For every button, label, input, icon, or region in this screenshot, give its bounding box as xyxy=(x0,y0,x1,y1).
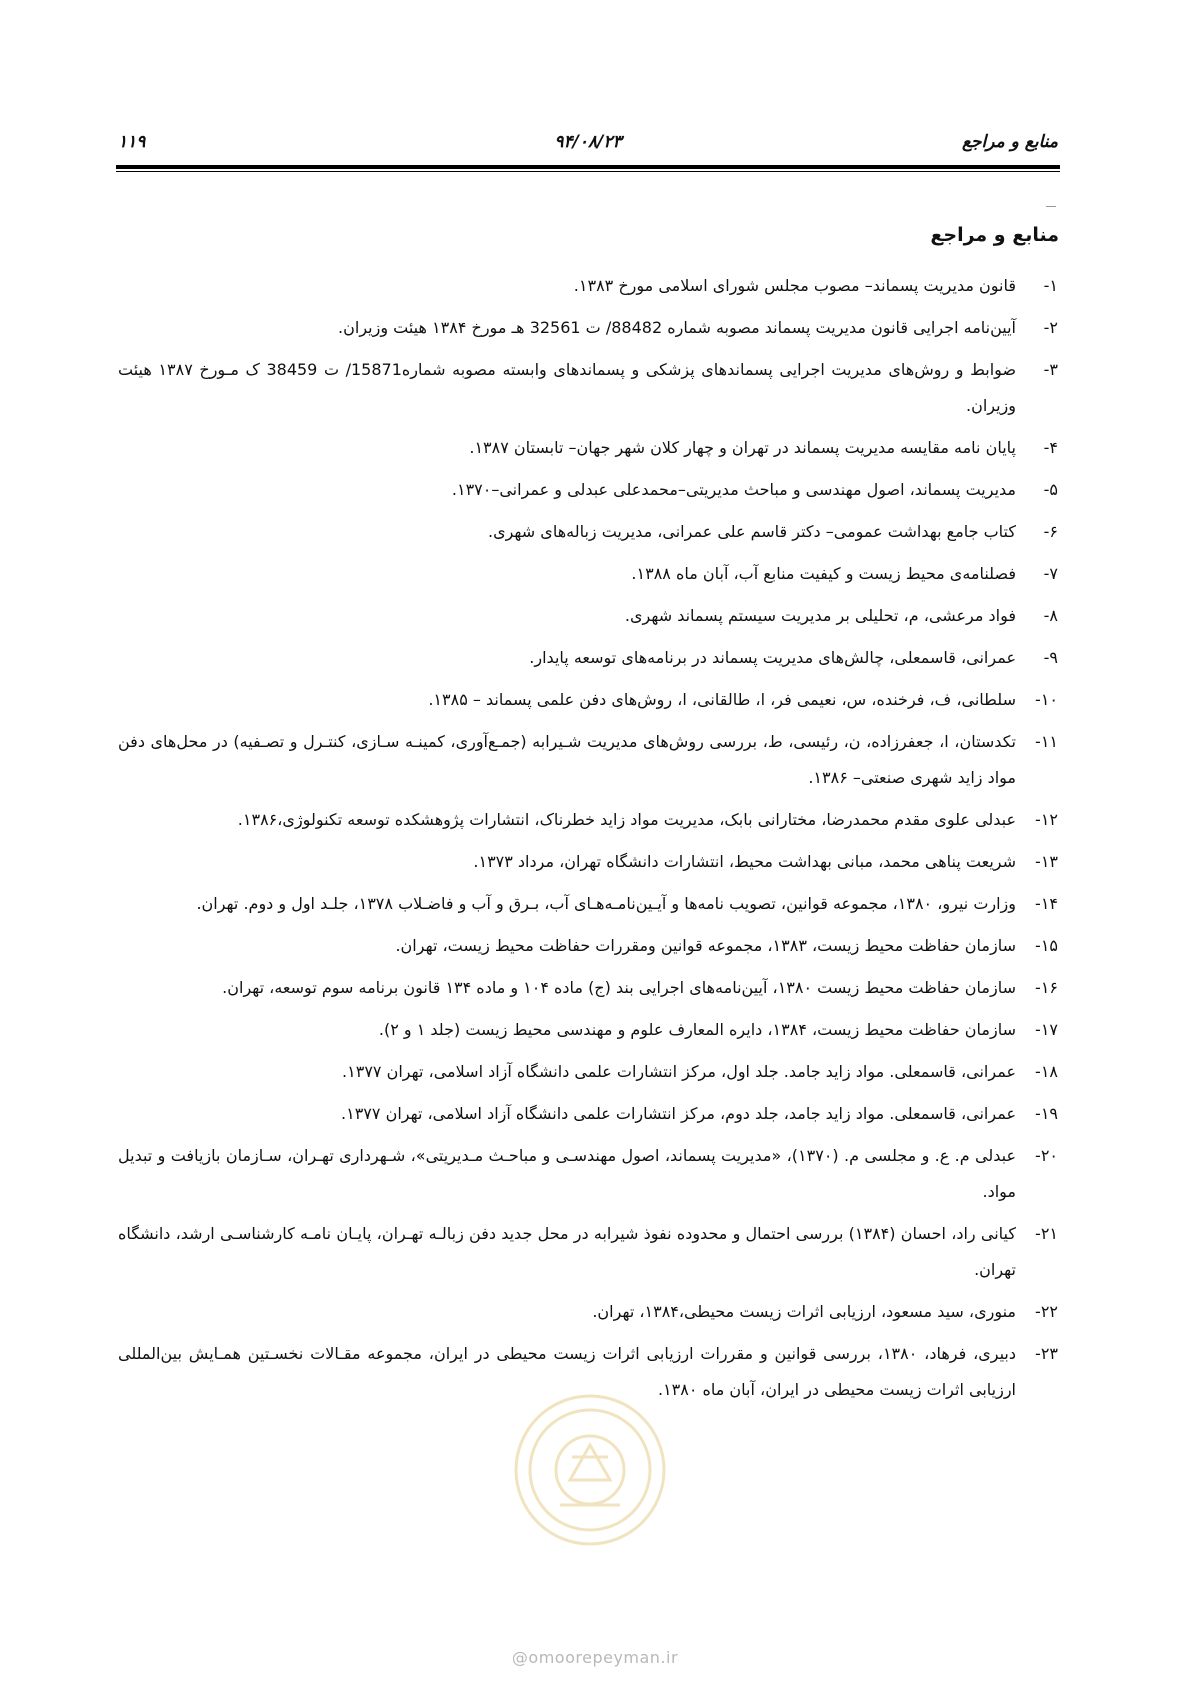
reference-number: ۱۹- xyxy=(1035,1104,1058,1123)
reference-text: عمرانی، قاسمعلی، چالش‌های مدیریت پسماند در برنامه‌های توسعه پایدار. xyxy=(529,648,1016,667)
reference-number: ۲۳- xyxy=(1035,1344,1058,1363)
reference-item xyxy=(118,1096,1058,1132)
reference-number: ۷- xyxy=(1043,564,1058,583)
reference-number: ۱۲- xyxy=(1035,810,1058,829)
reference-text: سازمان حفاظت محیط زیست ۱۳۸۰، آیین‌نامه‌های اجرایی بند (ج) ماده ۱۰۴ و ماده ۱۳۴ قانون برنامه سوم توسعه، تهران. xyxy=(222,978,1016,997)
reference-text: عمرانی، قاسمعلی. مواد زاید جامد. جلد اول، مرکز انتشارات علمی دانشگاه آزاد اسلامی، تهران ۱۳۷۷. xyxy=(342,1062,1016,1081)
reference-item xyxy=(118,352,1058,424)
reference-item xyxy=(118,556,1058,592)
reference-item xyxy=(118,928,1058,964)
reference-item xyxy=(118,1012,1058,1048)
reference-item xyxy=(118,598,1058,634)
reference-number: ۲۱- xyxy=(1035,1224,1058,1243)
reference-text: قانون مدیریت پسماند– مصوب مجلس شورای اسلامی مورخ ۱۳۸۳. xyxy=(573,276,1016,295)
reference-number: ۶- xyxy=(1043,522,1058,541)
reference-item xyxy=(118,886,1058,922)
reference-text: فواد مرعشی، م، تحلیلی بر مدیریت سیستم پسماند شهری. xyxy=(624,606,1016,625)
reference-text: ضوابط و روش‌های مدیریت اجرایی پسماندهای پزشکی و پسماندهای وابسته مصوبه شماره15871/ ت 38459 ک مـورخ ۱۳۸۷ هیئت وزیران. xyxy=(118,360,1017,415)
reference-text: سلطانی، ف، فرخنده، س، نعیمی فر، ا، طالقانی، ا، روش‌های دفن علمی پسماند – ۱۳۸۵. xyxy=(428,690,1016,709)
reference-number: ۱۰- xyxy=(1035,690,1058,709)
seal-emblem-icon xyxy=(510,1385,670,1555)
reference-text: سازمان حفاظت محیط زیست، ۱۳۸۳، مجموعه قوانین ومقررات حفاظت محیط زیست، تهران. xyxy=(395,936,1016,955)
reference-text: شریعت پناهی محمد، مبانی بهداشت محیط، انتشارات دانشگاه تهران، مرداد ۱۳۷۳. xyxy=(473,852,1016,871)
reference-number: ۳- xyxy=(1043,360,1058,379)
reference-item xyxy=(118,802,1058,838)
reference-item xyxy=(118,310,1058,346)
reference-text: دبیری، فرهاد، ۱۳۸۰، بررسی قوانین و مقررات ارزیابی اثرات زیست محیطی در ایران، مجموعه مقـالات نخسـتین همـایش بین‌المللی ارزیابی اثرات زیست محیطی در ایران، آبان ماه ۱۳۸۰. xyxy=(118,1344,1017,1399)
reference-text: سازمان حفاظت محیط زیست، ۱۳۸۴، دایره المعارف علوم و مهندسی محیط زیست (جلد ۱ و ۲). xyxy=(378,1020,1016,1039)
header-page-number: ۱۱۹ xyxy=(118,132,146,152)
reference-number: ۱۷- xyxy=(1035,1020,1058,1039)
header-rule-thick xyxy=(116,165,1060,169)
reference-number: ۱۵- xyxy=(1035,936,1058,955)
reference-text: عمرانی، قاسمعلی. مواد زاید جامد، جلد دوم، مرکز انتشارات علمی دانشگاه آزاد اسلامی، تهران ۱۳۷۷. xyxy=(341,1104,1016,1123)
reference-item xyxy=(118,268,1058,304)
watermark-text: @omoorepeyman.ir xyxy=(511,1648,679,1667)
reference-number: ۴- xyxy=(1043,438,1058,457)
reference-number: ۲- xyxy=(1043,318,1058,337)
reference-number: ۲۲- xyxy=(1035,1302,1058,1321)
reference-text: آیین‌نامه اجرایی قانون مدیریت پسماند مصوبه شماره 88482/ ت 32561 هـ مورخ ۱۳۸۴ هیئت وزیران. xyxy=(338,318,1016,337)
reference-text: عبدلی علوی مقدم محمدرضا، مختارانی بابک، مدیریت مواد زاید خطرناک، انتشارات پژوهشکده توسعه تکنولوژی،۱۳۸۶. xyxy=(237,810,1016,829)
reference-item xyxy=(118,1294,1058,1330)
reference-number: ۹- xyxy=(1043,648,1058,667)
page-header xyxy=(118,132,1058,158)
reference-text: مدیریت پسماند، اصول مهندسی و مباحث مدیریتی–محمدعلی عبدلی و عمرانی–۱۳۷۰. xyxy=(451,480,1016,499)
reference-item xyxy=(118,844,1058,880)
reference-item xyxy=(118,1054,1058,1090)
reference-item xyxy=(118,514,1058,550)
reference-text: فصلنامه‌ی محیط زیست و کیفیت منابع آب، آبان ماه ۱۳۸۸. xyxy=(631,564,1016,583)
reference-item xyxy=(118,640,1058,676)
references-list xyxy=(118,268,1058,1414)
reference-item xyxy=(118,472,1058,508)
reference-text: عبدلی م. ع. و مجلسی م. (۱۳۷۰)، «مدیریت پسماند، اصول مهندسـی و مباحـث مـدیریتی»، شـهرداری تهـران، سـازمان بازیافت و تبدیل مواد. xyxy=(118,1146,1017,1201)
reference-number: ۱- xyxy=(1043,276,1058,295)
reference-number: ۱۶- xyxy=(1035,978,1058,997)
reference-number: ۱۱- xyxy=(1035,732,1058,751)
reference-number: ۱۳- xyxy=(1035,852,1058,871)
reference-text: منوری، سید مسعود، ارزیابی اثرات زیست محیطی،۱۳۸۴، تهران. xyxy=(592,1302,1016,1321)
reference-number: ۸- xyxy=(1043,606,1058,625)
reference-text: پایان نامه مقایسه مدیریت پسماند در تهران و چهار کلان شهر جهان– تابستان ۱۳۸۷. xyxy=(469,438,1016,457)
reference-number: ۲۰- xyxy=(1035,1146,1058,1165)
reference-text: وزارت نیرو، ۱۳۸۰، مجموعه قوانین، تصویب نامه‌ها و آیـین‌نامـه‌هـای آب، بـرق و آب و فاضـلاب ۱۳۷۸، جلـد اول و دوم. تهران. xyxy=(196,894,1016,913)
reference-item xyxy=(118,724,1058,796)
reference-item xyxy=(118,1138,1058,1210)
reference-item xyxy=(118,682,1058,718)
header-section-title: منابع و مراجع xyxy=(961,132,1058,152)
reference-text: تکدستان، ا، جعفرزاده، ن، رئیسی، ط، بررسی روش‌های مدیریت شـیرابه (جمـع‌آوری، کمینـه سـازی، کنتـرل و تصـفیه) در محل‌های دفن مواد زاید شهری صنعتی– ۱۳۸۶. xyxy=(118,732,1016,787)
header-rule-thin xyxy=(116,171,1060,172)
reference-text: کتاب جامع بهداشت عمومی– دکتر قاسم علی عمرانی، مدیریت زباله‌های شهری. xyxy=(487,522,1016,541)
header-date: ۹۴/۰۸/۲۳ xyxy=(554,132,622,152)
references-title: منابع و مراجع xyxy=(930,224,1059,246)
reference-item xyxy=(118,970,1058,1006)
reference-item xyxy=(118,1216,1058,1288)
reference-item xyxy=(118,430,1058,466)
reference-number: ۵- xyxy=(1043,480,1058,499)
reference-number: ۱۴- xyxy=(1035,894,1058,913)
reference-number: ۱۸- xyxy=(1035,1062,1058,1081)
reference-text: کیانی راد، احسان (۱۳۸۴) بررسی احتمال و محدوده نفوذ شیرابه در محل جدید دفن زبالـه تهـران، پایـان نامـه کارشناسـی ارشد، دانشگاه تهران. xyxy=(118,1224,1016,1279)
small-mark xyxy=(1046,206,1056,207)
